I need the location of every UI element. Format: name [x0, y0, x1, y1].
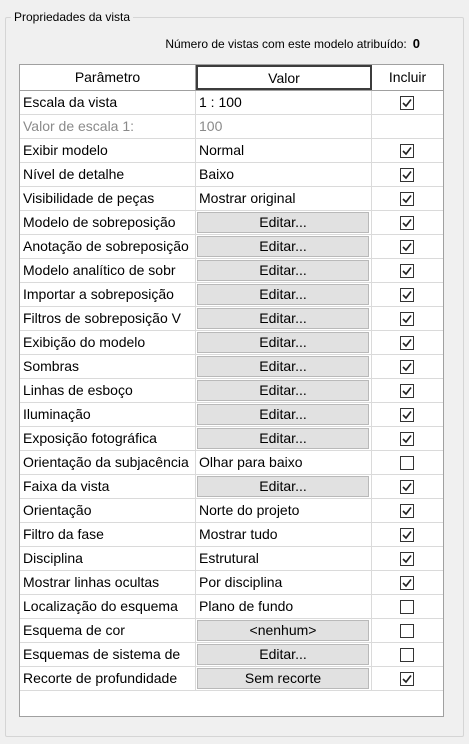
table-row[interactable] [20, 163, 443, 187]
checkmark-icon [402, 266, 412, 276]
table-header [20, 65, 443, 91]
checkmark-icon [402, 578, 412, 588]
assigned-views-label: Número de vistas com este modelo atribuído: [165, 37, 407, 51]
include-checkbox[interactable] [400, 192, 414, 206]
include-checkbox[interactable] [400, 336, 414, 350]
assigned-views-value: 0 [412, 36, 420, 51]
column-header-value[interactable]: Valor [196, 65, 372, 90]
checkmark-icon [402, 338, 412, 348]
table-row[interactable] [20, 475, 443, 499]
value-cell [196, 307, 372, 330]
include-checkbox[interactable] [400, 456, 414, 470]
include-checkbox[interactable] [400, 432, 414, 446]
value-cell [196, 403, 372, 426]
parameter-name: Filtros de sobreposição V [20, 307, 196, 330]
parameter-name: Visibilidade de peças [20, 187, 196, 210]
value-cell [196, 643, 372, 666]
checkmark-icon [402, 506, 412, 516]
edit-value-button[interactable]: Editar... [197, 332, 369, 353]
value-cell [196, 283, 372, 306]
value-cell[interactable]: 1 : 100 [196, 91, 372, 114]
parameter-name: Exibição do modelo [20, 331, 196, 354]
checkmark-icon [402, 314, 412, 324]
parameter-name: Sombras [20, 355, 196, 378]
table-row[interactable] [20, 427, 443, 451]
table-row[interactable] [20, 547, 443, 571]
include-cell [372, 187, 443, 210]
edit-value-button[interactable]: Editar... [197, 644, 369, 665]
parameter-name: Modelo analítico de sobr [20, 259, 196, 282]
include-cell [372, 451, 443, 474]
include-checkbox[interactable] [400, 216, 414, 230]
checkmark-icon [402, 98, 412, 108]
checkmark-icon [402, 674, 412, 684]
checkmark-icon [402, 434, 412, 444]
parameter-name: Esquemas de sistema de [20, 643, 196, 666]
parameter-name: Exposição fotográfica [20, 427, 196, 450]
include-checkbox[interactable] [400, 672, 414, 686]
checkmark-icon [402, 242, 412, 252]
parameter-name: Anotação de sobreposição [20, 235, 196, 258]
value-cell[interactable]: Baixo [196, 163, 372, 186]
value-cell[interactable]: Norte do projeto [196, 499, 372, 522]
include-cell [372, 667, 443, 690]
parameter-name: Orientação da subjacência [20, 451, 196, 474]
parameter-name: Escala da vista [20, 91, 196, 114]
value-cell [196, 667, 372, 690]
edit-value-button[interactable]: Editar... [197, 236, 369, 257]
include-cell [372, 547, 443, 570]
value-cell [196, 235, 372, 258]
value-cell[interactable]: Por disciplina [196, 571, 372, 594]
table-row[interactable] [20, 307, 443, 331]
parameter-name: Nível de detalhe [20, 163, 196, 186]
value-cell [196, 427, 372, 450]
table-row[interactable] [20, 403, 443, 427]
include-cell [372, 355, 443, 378]
parameter-name: Filtro da fase [20, 523, 196, 546]
include-cell [372, 499, 443, 522]
parameter-name: Localização do esquema [20, 595, 196, 618]
edit-value-button[interactable]: Editar... [197, 308, 369, 329]
value-cell[interactable]: Mostrar original [196, 187, 372, 210]
value-cell [196, 475, 372, 498]
include-checkbox[interactable] [400, 96, 414, 110]
edit-value-button[interactable]: Sem recorte [197, 668, 369, 689]
value-cell[interactable]: Normal [196, 139, 372, 162]
value-cell [196, 355, 372, 378]
parameter-name: Valor de escala 1: [20, 115, 196, 138]
include-cell [372, 571, 443, 594]
table-row[interactable] [20, 355, 443, 379]
table-row[interactable] [20, 499, 443, 523]
include-checkbox[interactable] [400, 648, 414, 662]
edit-value-button[interactable]: Editar... [197, 404, 369, 425]
column-header-parameter[interactable]: Parâmetro [20, 65, 196, 90]
table-row[interactable] [20, 451, 443, 475]
table-row[interactable] [20, 211, 443, 235]
table-row[interactable] [20, 91, 443, 115]
checkmark-icon [402, 386, 412, 396]
table-row[interactable] [20, 643, 443, 667]
parameter-name: Linhas de esboço [20, 379, 196, 402]
include-cell [372, 211, 443, 234]
parameter-name: Disciplina [20, 547, 196, 570]
parameter-name: Mostrar linhas ocultas [20, 571, 196, 594]
edit-value-button[interactable]: Editar... [197, 356, 369, 377]
edit-value-button[interactable]: Editar... [197, 284, 369, 305]
checkmark-icon [402, 170, 412, 180]
parameter-name: Importar a sobreposição [20, 283, 196, 306]
include-checkbox[interactable] [400, 576, 414, 590]
parameter-name: Iluminação [20, 403, 196, 426]
parameter-name: Exibir modelo [20, 139, 196, 162]
table-row[interactable] [20, 283, 443, 307]
column-header-include[interactable]: Incluir [388, 69, 427, 85]
table-row[interactable] [20, 235, 443, 259]
include-cell [372, 307, 443, 330]
edit-value-button[interactable]: Editar... [197, 212, 369, 233]
checkmark-icon [402, 218, 412, 228]
include-checkbox[interactable] [400, 408, 414, 422]
include-cell [372, 403, 443, 426]
edit-value-button[interactable]: <nenhum> [197, 620, 369, 641]
table-row[interactable] [20, 331, 443, 355]
include-checkbox[interactable] [400, 312, 414, 326]
checkmark-icon [402, 194, 412, 204]
table-row[interactable] [20, 259, 443, 283]
parameter-name: Orientação [20, 499, 196, 522]
table-row[interactable] [20, 115, 443, 139]
parameter-name: Faixa da vista [20, 475, 196, 498]
include-cell [372, 379, 443, 402]
parameter-name: Recorte de profundidade [20, 667, 196, 690]
include-checkbox[interactable] [400, 360, 414, 374]
value-cell [196, 259, 372, 282]
include-cell [372, 115, 443, 138]
include-cell [372, 283, 443, 306]
table-row[interactable] [20, 595, 443, 619]
table-row[interactable] [20, 667, 443, 691]
edit-value-button[interactable]: Editar... [197, 428, 369, 449]
edit-value-button[interactable]: Editar... [197, 476, 369, 497]
table-row[interactable] [20, 139, 443, 163]
include-cell [372, 163, 443, 186]
edit-value-button[interactable]: Editar... [197, 260, 369, 281]
include-cell [372, 331, 443, 354]
value-cell [196, 379, 372, 402]
value-cell [196, 211, 372, 234]
include-cell [372, 595, 443, 618]
value-cell[interactable]: Olhar para baixo [196, 451, 372, 474]
include-cell [372, 235, 443, 258]
value-cell[interactable]: Estrutural [196, 547, 372, 570]
checkmark-icon [402, 530, 412, 540]
view-properties-table [19, 64, 444, 717]
checkmark-icon [402, 290, 412, 300]
include-checkbox[interactable] [400, 624, 414, 638]
parameter-name: Modelo de sobreposição [20, 211, 196, 234]
include-cell [372, 475, 443, 498]
include-checkbox[interactable] [400, 240, 414, 254]
include-cell [372, 427, 443, 450]
value-cell[interactable]: Plano de fundo [196, 595, 372, 618]
value-cell [196, 619, 372, 642]
table-row[interactable] [20, 379, 443, 403]
checkmark-icon [402, 146, 412, 156]
include-checkbox[interactable] [400, 288, 414, 302]
table-row[interactable] [20, 571, 443, 595]
include-checkbox[interactable] [400, 528, 414, 542]
include-checkbox[interactable] [400, 144, 414, 158]
include-checkbox[interactable] [400, 384, 414, 398]
table-body [20, 91, 443, 691]
include-cell [372, 643, 443, 666]
value-cell: 100 [196, 115, 372, 138]
value-cell[interactable]: Mostrar tudo [196, 523, 372, 546]
table-row[interactable] [20, 523, 443, 547]
checkmark-icon [402, 554, 412, 564]
checkmark-icon [402, 482, 412, 492]
include-checkbox[interactable] [400, 600, 414, 614]
table-row[interactable] [20, 187, 443, 211]
include-cell [372, 259, 443, 282]
include-checkbox[interactable] [400, 168, 414, 182]
include-checkbox[interactable] [400, 480, 414, 494]
include-cell [372, 91, 443, 114]
parameter-name: Esquema de cor [20, 619, 196, 642]
checkmark-icon [402, 362, 412, 372]
edit-value-button[interactable]: Editar... [197, 380, 369, 401]
checkmark-icon [402, 410, 412, 420]
include-cell [372, 139, 443, 162]
table-row[interactable] [20, 619, 443, 643]
groupbox-title: Propriedades da vista [11, 9, 133, 25]
include-cell [372, 619, 443, 642]
value-cell [196, 331, 372, 354]
include-checkbox[interactable] [400, 552, 414, 566]
assigned-views-count [0, 36, 420, 52]
include-checkbox[interactable] [400, 264, 414, 278]
include-checkbox[interactable] [400, 504, 414, 518]
include-cell [372, 523, 443, 546]
